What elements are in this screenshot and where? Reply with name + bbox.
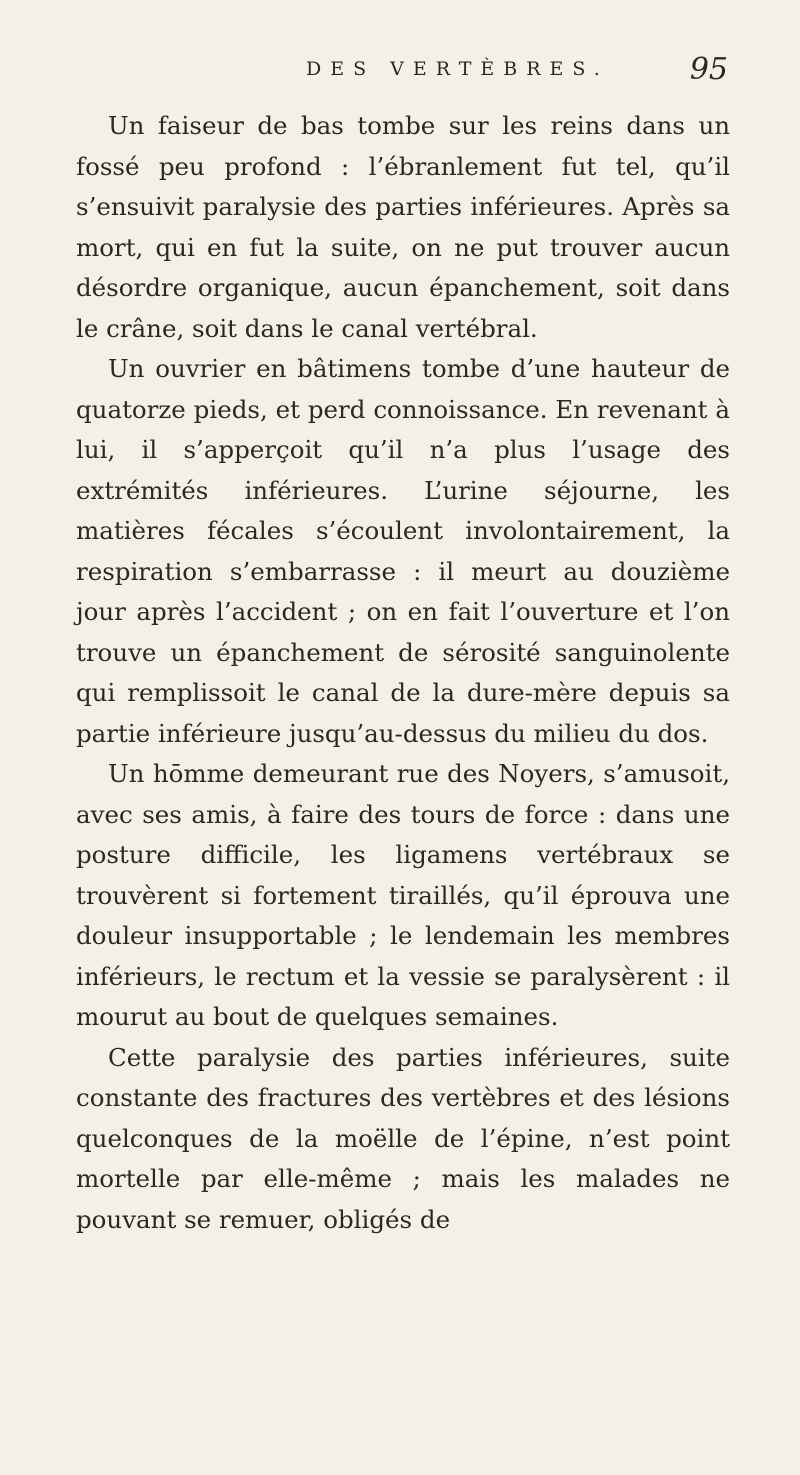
body-text	[76, 106, 730, 1240]
paragraph-2: Un ouvrier en bâtimens tombe d’une hauteur de quatorze pieds, et perd connoissance. En revenant à lui, il s’apperçoit qu’il n’a plus l’usage des extrémités inférieures. L’urine séjourne, les matières fécales s’écoulent involontairement, la respiration s’embarrasse : il meurt au douzième jour après l’accident ; on en fait l’ouverture et l’on trouve un épanchement de sérosité sanguinolente qui remplissoit le canal de la dure-mère depuis sa partie inférieure jusqu’au-dessus du milieu du dos.	[76, 354, 730, 748]
running-head	[76, 52, 730, 96]
paragraph-3: Un hōmme demeurant rue des Noyers, s’amusoit, avec ses amis, à faire des tours de force : dans une posture difficile, les ligamens vertébraux se trouvèrent si fortement tiraillés, qu’il éprouva une douleur insupportable ; le lendemain les membres inférieurs, le rectum et la vessie se paralysèrent : il mourut au bout de quelques semaines.	[76, 759, 730, 1031]
paragraph-4: Cette paralysie des parties inférieures, suite constante des fractures des vertèbres et des lésions quelconques de la moëlle de l’épine, n’est point mortelle par elle-même ; mais les malades ne pouvant se remuer, obligés de	[76, 1042, 730, 1234]
paragraph-1: Un faiseur de bas tombe sur les reins dans un fossé peu profond : l’ébranlement fut tel, qu’il s’ensuivit paralysie des parties inférieures. Après sa mort, qui en fut la suite, on ne put trouver aucun désordre organique, aucun épanchement, soit dans le crâne, soit dans le canal vertébral.	[76, 111, 730, 343]
page-number: 95	[689, 52, 728, 87]
running-title: DES VERTÈBRES.	[306, 58, 609, 80]
